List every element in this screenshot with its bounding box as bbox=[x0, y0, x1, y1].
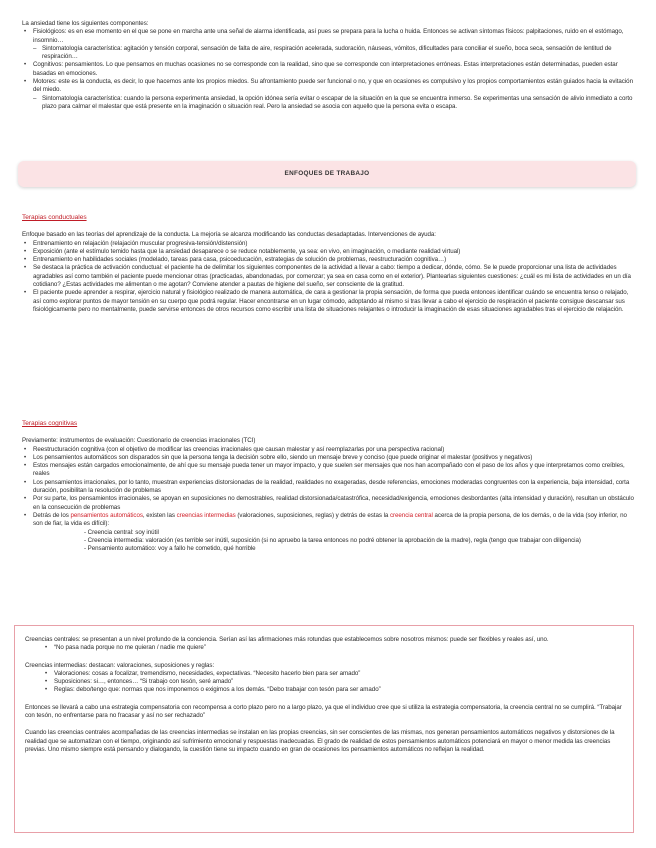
list-item: – Sintomatología característica: cuando la persona experimenta ansiedad, la opción idónea sería evitar o escapar de la situación en la que se encuentra inmerso. Se experimentas una sensación de alivio inmediato a corto plazo para calmar el malestar que está presente en la imaginación o situación real. Pero la ansiedad se asocia con aquello que la persona evita o escapa. bbox=[33, 95, 638, 112]
example-lines bbox=[22, 529, 638, 554]
intermediate-beliefs-paragraph: Creencias intermedias: destacan: valoraciones, suposiciones y reglas: bbox=[25, 661, 215, 669]
section-lead: Enfoque basado en las teorías del aprendizaje de la conducta. La mejoría se alcanza modificando las conductas desadaptadas. Intervenciones de ayuda: bbox=[22, 231, 436, 239]
section-lead: Previamente: instrumentos de evaluación: Cuestionario de creencias irracionales (TCI) bbox=[22, 437, 256, 445]
spacer bbox=[25, 720, 623, 729]
components-list bbox=[22, 28, 638, 111]
components-title: La ansiedad tiene los siguientes componentes: bbox=[22, 20, 149, 27]
behavioral-list bbox=[22, 240, 638, 315]
spacer bbox=[25, 653, 623, 662]
list-item: • Los pensamientos irracionales, por lo tanto, muestran experiencias distorsionadas de la realidad, realidades no exageradas, desde referencias, emociones moderadas congruentes con la experiencia, baja intensidad, corta duración, posibilitan la resolución de problemas bbox=[22, 479, 638, 496]
list-item: • Entrenamiento en relajación (relajación muscular progresiva-tensión/distensión) bbox=[22, 240, 638, 248]
core-beliefs-list bbox=[25, 644, 623, 652]
behavioral-section bbox=[22, 214, 638, 314]
list-item: • Cognitivos: pensamientos. Lo que pensamos en muchas ocasiones no se corresponde con la realidad, sino que se corresponde con interpretaciones erróneas. Estas interpretaciones están determinadas, pueden estar basadas en emociones. bbox=[22, 61, 638, 78]
highlight-term: creencia central bbox=[389, 511, 433, 519]
list-item: • Motores: este es la conducta, es decir, lo que hacemos ante los propios miedos. Su afrontamiento puede ser funcional o no, y que en ocasiones es compulsivo y los propios comportamientos están guiados hacia la evitación del miedo. bbox=[22, 78, 638, 95]
list-item: • Entrenamiento en habilidades sociales (modelado, tareas para casa, psicoeducación, estrategias de solución de problemas, reestructuración cognitiva…) bbox=[22, 256, 638, 264]
list-item: • “No pasa nada porque no me quieran / nadie me quiere” bbox=[43, 644, 623, 652]
automatic-thoughts-paragraph: Cuando las creencias centrales acompañadas de las creencias intermedias se instalan en las propias creencias, sin ser conscientes de las mismas, nos generan pensamientos automáticos negativos y distorsiones de la realidad que se automatizan con el tiempo, originando así sufrimiento emocional y respuestas inadecuadas. El grado de realidad de estos pensamientos automáticos potenciará en mayor o menor medida las creencias previas. Uno mismo siempre está pensando y dialogando, la cuestión tiene su impacto cuando en gran de ocasiones los pensamientos automáticos no reflejan la realidad. bbox=[25, 729, 615, 753]
list-item: • Reestructuración cognitiva (con el objetivo de modificar las creencias irracionales que causan malestar y así reemplazarlas por una perspectiva racional) bbox=[22, 446, 638, 454]
section-heading: Terapias cognitivas bbox=[22, 420, 78, 427]
list-item: • Fisiológicos: es en ese momento en el que se pone en marcha ante una señal de alarma identificada, así pues se prepara para la lucha o huida. Entonces se activan síntomas físicos: palpitaciones, ruido en el estómago, insomnio… bbox=[22, 28, 638, 45]
list-item: – Sintomatología característica: agitación y tensión corporal, sensación de falta de aire, respiración acelerada, sudoración, náuseas, vómitos, dificultades para conciliar el sueño, boca seca, sensación de lentitud de respiración… bbox=[33, 45, 638, 62]
list-item: • Reglas: debo/tengo que: normas que nos imponemos o exigimos a los demás. “Debo trabajar con tesón para ser amado” bbox=[43, 686, 623, 694]
list-item: • Valoraciones: cosas a focalizar, tremendismo, necesidades, expectativas. “Necesito hacerlo bien para ser amado” bbox=[43, 670, 623, 678]
list-item: • Se destaca la práctica de activación conductual: el paciente ha de delimitar los siguientes componentes de la actividad a llevar a cabo: tiempo a dedicar, dónde, cómo. Se le puede proporcionar una lista de actividades agradables así como también el paciente puede mencionar otras (practicadas, abandonadas, por comenzar; ya sea en casa como en el exterior). Plantearlas siguientes cuestiones: ¿cuál es mi lista de actividades en un día cotidiano? ¿Estas actividades me alimentan o me agotan? Conviene atender a pautas de higiene del sueño, ser consciente de la gratitud. bbox=[22, 264, 638, 289]
example-line: - Pensamiento automático: voy a fallo he cometido, qué horrible bbox=[84, 545, 256, 553]
list-item: • Exposición (ante el estímulo temido hasta que la ansiedad desaparece o se reduce notablemente, ya sea: en vivo, en imaginación, o mediante realidad virtual) bbox=[22, 248, 638, 256]
cognitive-section bbox=[22, 420, 638, 553]
compensatory-strategy-paragraph: Entonces se llevará a cabo una estrategia compensatoria con recompensa a corto plazo pero no a largo plazo, ya que el individuo cree que si utiliza la estrategia compensatoria, la creencia central no se cumplirá. “Trabajar con tesón, no enfrentarse para no fracasar y así no ser rechazado” bbox=[25, 703, 622, 720]
list-item: • Por su parte, los pensamientos irracionales, se apoyan en suposiciones no demostrables, realidad distorsionada/catastrófica, necesidad/exigencia, emociones desbordantes (alta intensidad y duración), resultan un obstáculo en la consecución de problemas bbox=[22, 495, 638, 512]
beliefs-box bbox=[14, 625, 634, 833]
list-item: • Detrás de los pensamientos automáticos, existen las creencias intermedias (valoraciones, suposiciones, reglas) y detrás de estas la creencia central acerca de la propia persona, de los demás, o de la vida (soy inferior, no son de fiar, la vida es difícil): bbox=[22, 512, 638, 529]
list-item: • Los pensamientos automáticos son disparados sin que la persona tenga la decisión sobre ello, siendo un mensaje breve y conciso (que puede originar el malestar (positivos y negativos) bbox=[22, 454, 638, 462]
example-line: - Creencia intermedia: valoración (es terrible ser inútil, suposición (si no apruebo la tarea entonces no podré obtener la aprobación de la madre), regla (tengo que trabajar con diligencia) bbox=[84, 536, 581, 544]
example-line: - Creencia central: soy inútil bbox=[84, 528, 159, 536]
intermediate-beliefs-list bbox=[25, 670, 623, 695]
list-item: • Suposiciones: si…, entonces… “Si trabajo con tesón, seré amado” bbox=[43, 678, 623, 686]
list-item: • Estos mensajes están cargados emocionalmente, de ahí que su mensaje pueda tener un mayor impacto, y que suelen ser mensajes que nos han acompañado con el paso de los años y que interpretamos como creíbles, reales bbox=[22, 462, 638, 479]
banner-title: ENFOQUES DE TRABAJO bbox=[284, 169, 370, 177]
highlight-term: pensamientos automáticos bbox=[70, 511, 143, 519]
section-banner bbox=[18, 161, 636, 187]
list-item: • El paciente puede aprender a respirar, ejercicio natural y fisiológico realizado de manera automática, de cara a gestionar la propia sensación, de forma que pueda entonces identificar cuándo se encuentra tenso o relajado, así como explorar puntos de mayor tensión en su cuerpo que podrá regular. Hacer encontrarse en un lugar cómodo, adoptando al mismo si tras llevar a cabo el ejercicio de respiración el paciente consigue descansar sus fisiológicamente pero no mentalmente, puede servirse entonces de otros recursos como escribir una lista de situaciones relajantes o introducir la imaginación de esas situaciones agradables tras el ejercicio de relajación. bbox=[22, 289, 638, 314]
highlight-term: creencias intermedias bbox=[176, 511, 236, 519]
section-heading: Terapias conductuales bbox=[22, 214, 87, 221]
spacer bbox=[25, 695, 623, 704]
components-section bbox=[22, 20, 638, 111]
cognitive-list bbox=[22, 446, 638, 529]
core-beliefs-paragraph: Creencias centrales: se presentan a un nivel profundo de la conciencia. Serían así las afirmaciones más rotundas que establecemos sobre nosotros mismos: puede ser flexibles y reales así, uno. bbox=[25, 636, 549, 643]
